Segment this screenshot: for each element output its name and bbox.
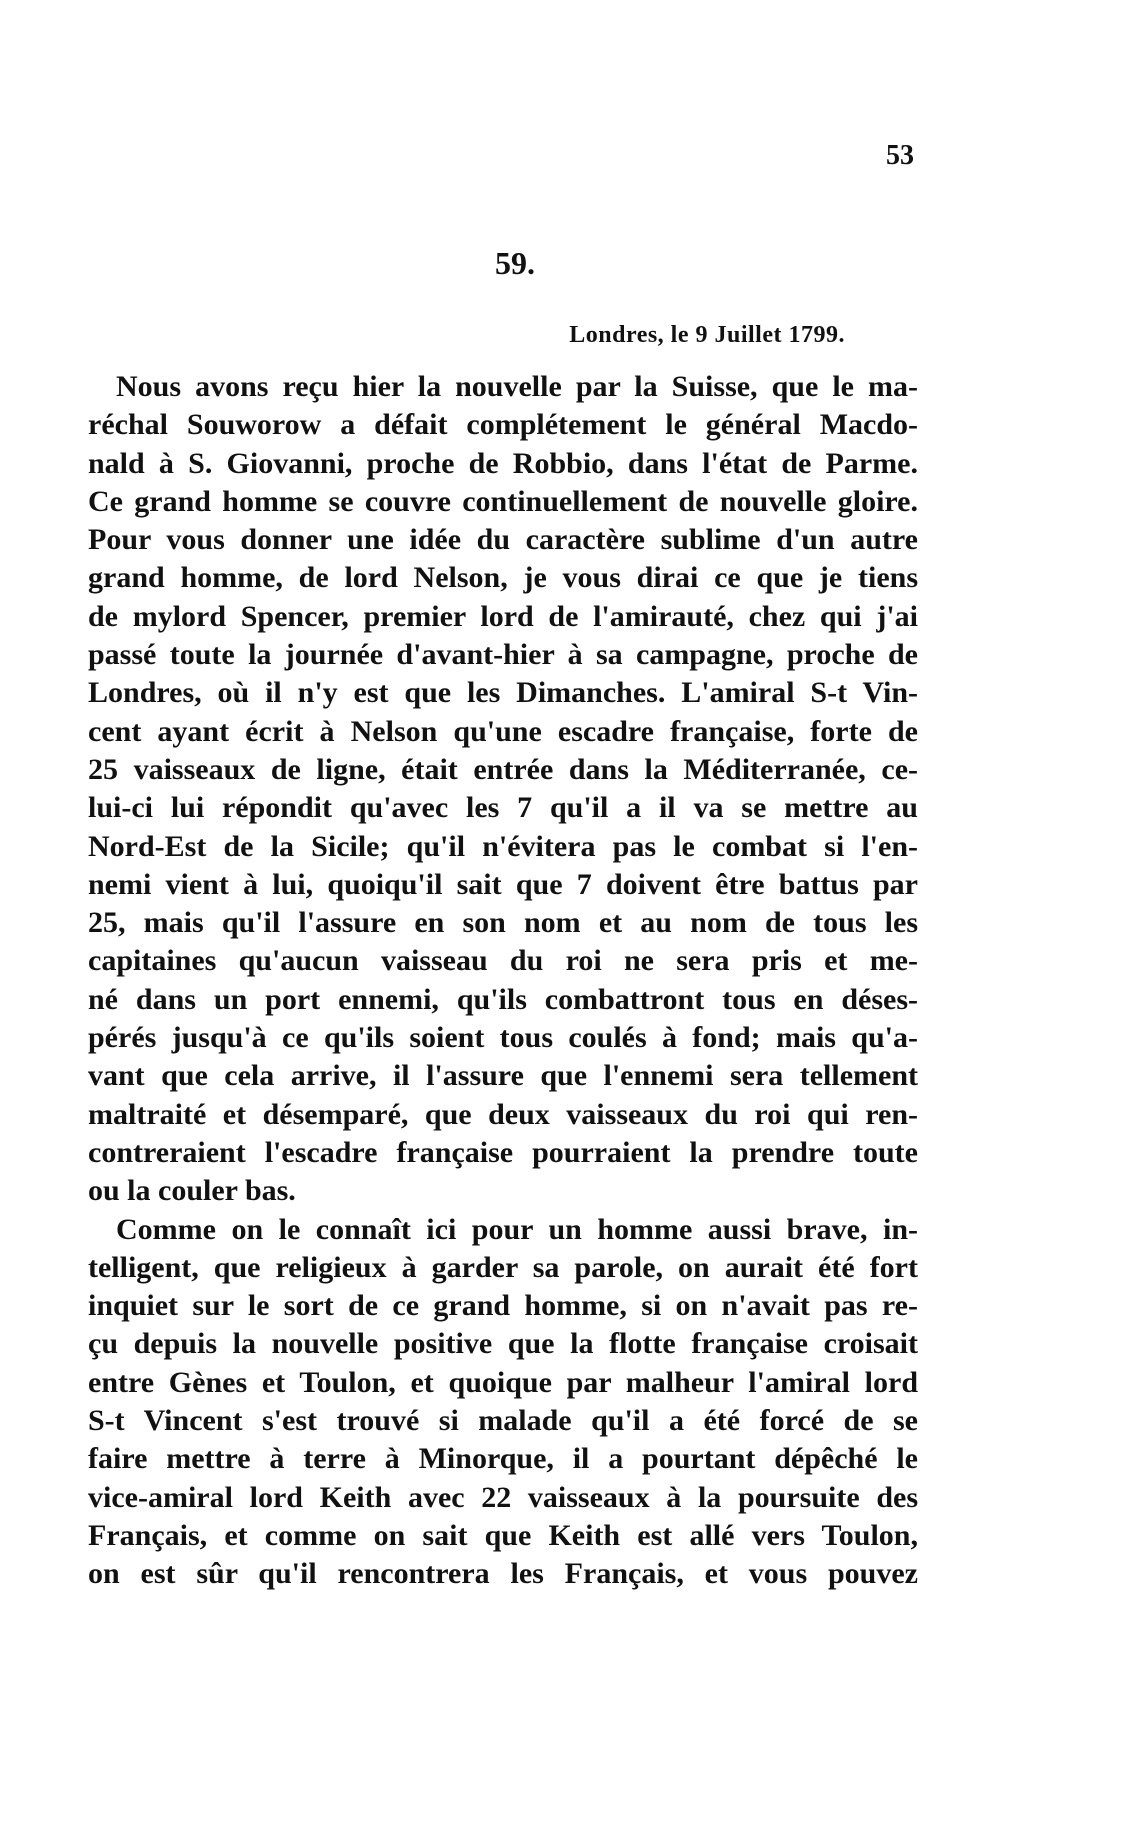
text-line: cent ayant écrit à Nelson qu'une escadre française, forte de: [88, 714, 918, 748]
text-line: nald à S. Giovanni, proche de Robbio, dans l'état de Parme.: [88, 446, 918, 480]
text-line: on est sûr qu'il rencontrera les Français, et vous pouvez: [88, 1557, 918, 1591]
text-line: telligent, que religieux à garder sa parole, on aurait été fort: [88, 1250, 918, 1284]
text-line: ou la couler bas.: [88, 1174, 296, 1208]
text-line: passé toute la journée d'avant-hier à sa campagne, proche de: [88, 638, 918, 672]
text-line: faire mettre à terre à Minorque, il a pourtant dépêché le: [88, 1442, 918, 1476]
text-line: maltraité et désemparé, que deux vaisseaux du roi qui ren-: [88, 1097, 918, 1131]
text-line: grand homme, de lord Nelson, je vous dirai ce que je tiens: [88, 561, 918, 595]
text-line: réchal Souworow a défait complétement le général Macdo-: [88, 408, 918, 442]
dateline: Londres, le 9 Juillet 1799.: [569, 322, 845, 348]
text-line: Nous avons reçu hier la nouvelle par la Suisse, que le ma-: [116, 370, 918, 403]
text-line: Français, et comme on sait que Keith est allé vers Toulon,: [88, 1518, 918, 1552]
text-line: 25 vaisseaux de ligne, était entrée dans la Méditerranée, ce-: [88, 752, 918, 786]
letter-number: 59.: [495, 245, 535, 281]
text-line: lui-ci lui répondit qu'avec les 7 qu'il a il va se mettre au: [88, 791, 918, 825]
text-line: contreraient l'escadre française pourraient la prendre toute: [88, 1135, 918, 1169]
text-line: S-t Vincent s'est trouvé si malade qu'il a été forcé de se: [88, 1404, 918, 1438]
text-line: entre Gènes et Toulon, et quoique par malheur l'amiral lord: [88, 1365, 918, 1399]
text-line: pérés jusqu'à ce qu'ils soient tous coulés à fond; mais qu'a-: [88, 1021, 918, 1055]
text-line: vice-amiral lord Keith avec 22 vaisseaux à la poursuite des: [88, 1480, 918, 1514]
text-line: né dans un port ennemi, qu'ils combattront tous en déses-: [88, 982, 918, 1016]
letter-body: [88, 368, 918, 1594]
text-line: Nord-Est de la Sicile; qu'il n'évitera pas le combat si l'en-: [88, 829, 918, 863]
text-line: vant que cela arrive, il l'assure que l'ennemi sera tellement: [88, 1059, 918, 1093]
text-line: capitaines qu'aucun vaisseau du roi ne sera pris et me-: [88, 944, 918, 978]
text-line: inquiet sur le sort de ce grand homme, si on n'avait pas re-: [88, 1289, 918, 1323]
text-line: nemi vient à lui, quoiqu'il sait que 7 doivent être battus par: [88, 867, 918, 901]
text-line: Comme on le connaît ici pour un homme aussi brave, in-: [116, 1212, 918, 1246]
page-number: 53: [886, 140, 914, 171]
text-line: Ce grand homme se couvre continuellement de nouvelle gloire.: [88, 484, 918, 518]
text-line: de mylord Spencer, premier lord de l'amirauté, chez qui j'ai: [88, 599, 918, 633]
text-line: çu depuis la nouvelle positive que la flotte française croisait: [88, 1327, 918, 1361]
text-line: Londres, où il n'y est que les Dimanches. L'amiral S-t Vin-: [88, 676, 918, 710]
text-line: 25, mais qu'il l'assure en son nom et au nom de tous les: [88, 906, 918, 940]
text-line: Pour vous donner une idée du caractère sublime d'un autre: [88, 523, 918, 557]
